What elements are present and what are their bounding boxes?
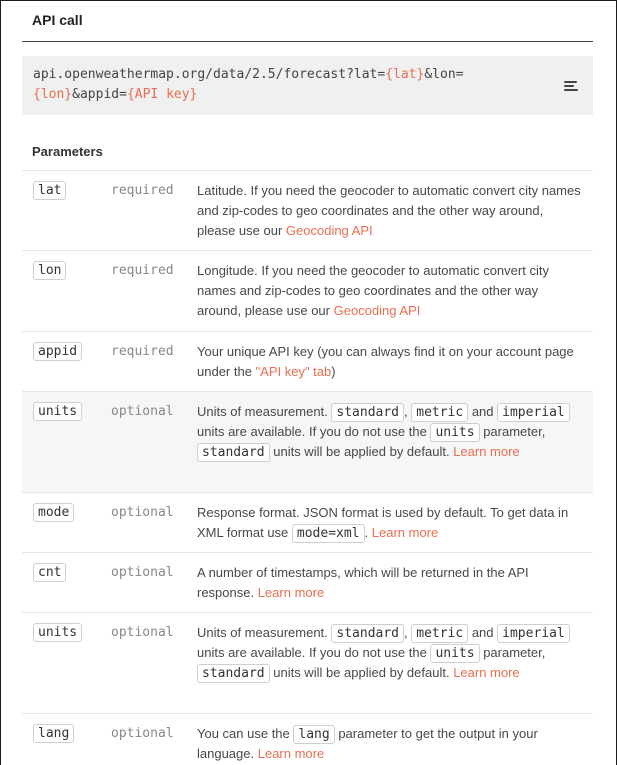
param-row-cnt [22, 553, 593, 613]
learn-more-link[interactable]: Learn more [257, 746, 325, 761]
param-name: lon [33, 261, 66, 280]
param-required: required [111, 183, 174, 198]
param-row-units [22, 392, 593, 493]
param-description: You can use the lang parameter to get the output in your language. Learn more [197, 726, 538, 761]
param-description: Response format. JSON format is used by default. To get data in XML format use mode=xml . Learn more [197, 505, 569, 541]
learn-more-link[interactable]: Learn more [257, 585, 325, 600]
learn-more-link[interactable]: Learn more [371, 525, 439, 540]
geocoding-api-link[interactable]: Geocoding API [285, 223, 373, 238]
param-description: Your unique API key (you can always find it on your account page under the "API key" tab) [197, 344, 574, 379]
menu-icon[interactable] [564, 81, 578, 92]
param-description: Units of measurement. standard , metric and imperial units are available. If you do not use the units parameter, standard units will be applied by default. Learn more [197, 623, 585, 683]
geocoding-api-link[interactable]: Geocoding API [333, 303, 421, 318]
param-row-lang [22, 714, 593, 765]
param-description: Latitude. If you need the geocoder to automatic convert city names and zip-codes to geo coordinates and the other way around, please use our Geocoding API [197, 183, 581, 238]
param-required: required [111, 263, 174, 278]
param-required: optional [111, 505, 174, 520]
api-key-tab-link[interactable]: "API key" tab [255, 364, 332, 379]
param-name: units [33, 402, 82, 421]
learn-more-link[interactable]: Learn more [453, 444, 520, 459]
param-description: Units of measurement. standard , metric and imperial units are available. If you do not use the units parameter, standard units will be applied by default. Learn more [197, 402, 585, 462]
title-divider [22, 41, 593, 42]
api-call-code-block [22, 56, 593, 115]
param-required: required [111, 344, 174, 359]
api-call-url[interactable]: api.openweathermap.org/data/2.5/forecast?lat={lat}&lon={lon}&appid={API key} [33, 67, 464, 102]
section-title: API call [32, 12, 83, 28]
param-row-lat [22, 171, 593, 251]
param-row-mode [22, 493, 593, 553]
param-name: lat [33, 181, 66, 200]
param-name: lang [33, 724, 74, 743]
param-description: Longitude. If you need the geocoder to automatic convert city names and zip-codes to geo coordinates and the other way around, please use our Geocoding API [197, 263, 549, 318]
param-required: optional [111, 404, 174, 419]
param-name: cnt [33, 563, 66, 582]
param-description: A number of timestamps, which will be returned in the API response. Learn more [197, 565, 529, 600]
param-required: optional [111, 565, 174, 580]
param-name: mode [33, 503, 74, 522]
param-required: optional [111, 726, 174, 741]
param-name: units [33, 623, 82, 642]
param-row-units [22, 613, 593, 714]
param-row-appid [22, 332, 593, 392]
param-required: optional [111, 625, 174, 640]
parameters-title: Parameters [32, 144, 103, 159]
param-name: appid [33, 342, 82, 361]
learn-more-link[interactable]: Learn more [453, 665, 520, 680]
param-row-lon [22, 251, 593, 332]
